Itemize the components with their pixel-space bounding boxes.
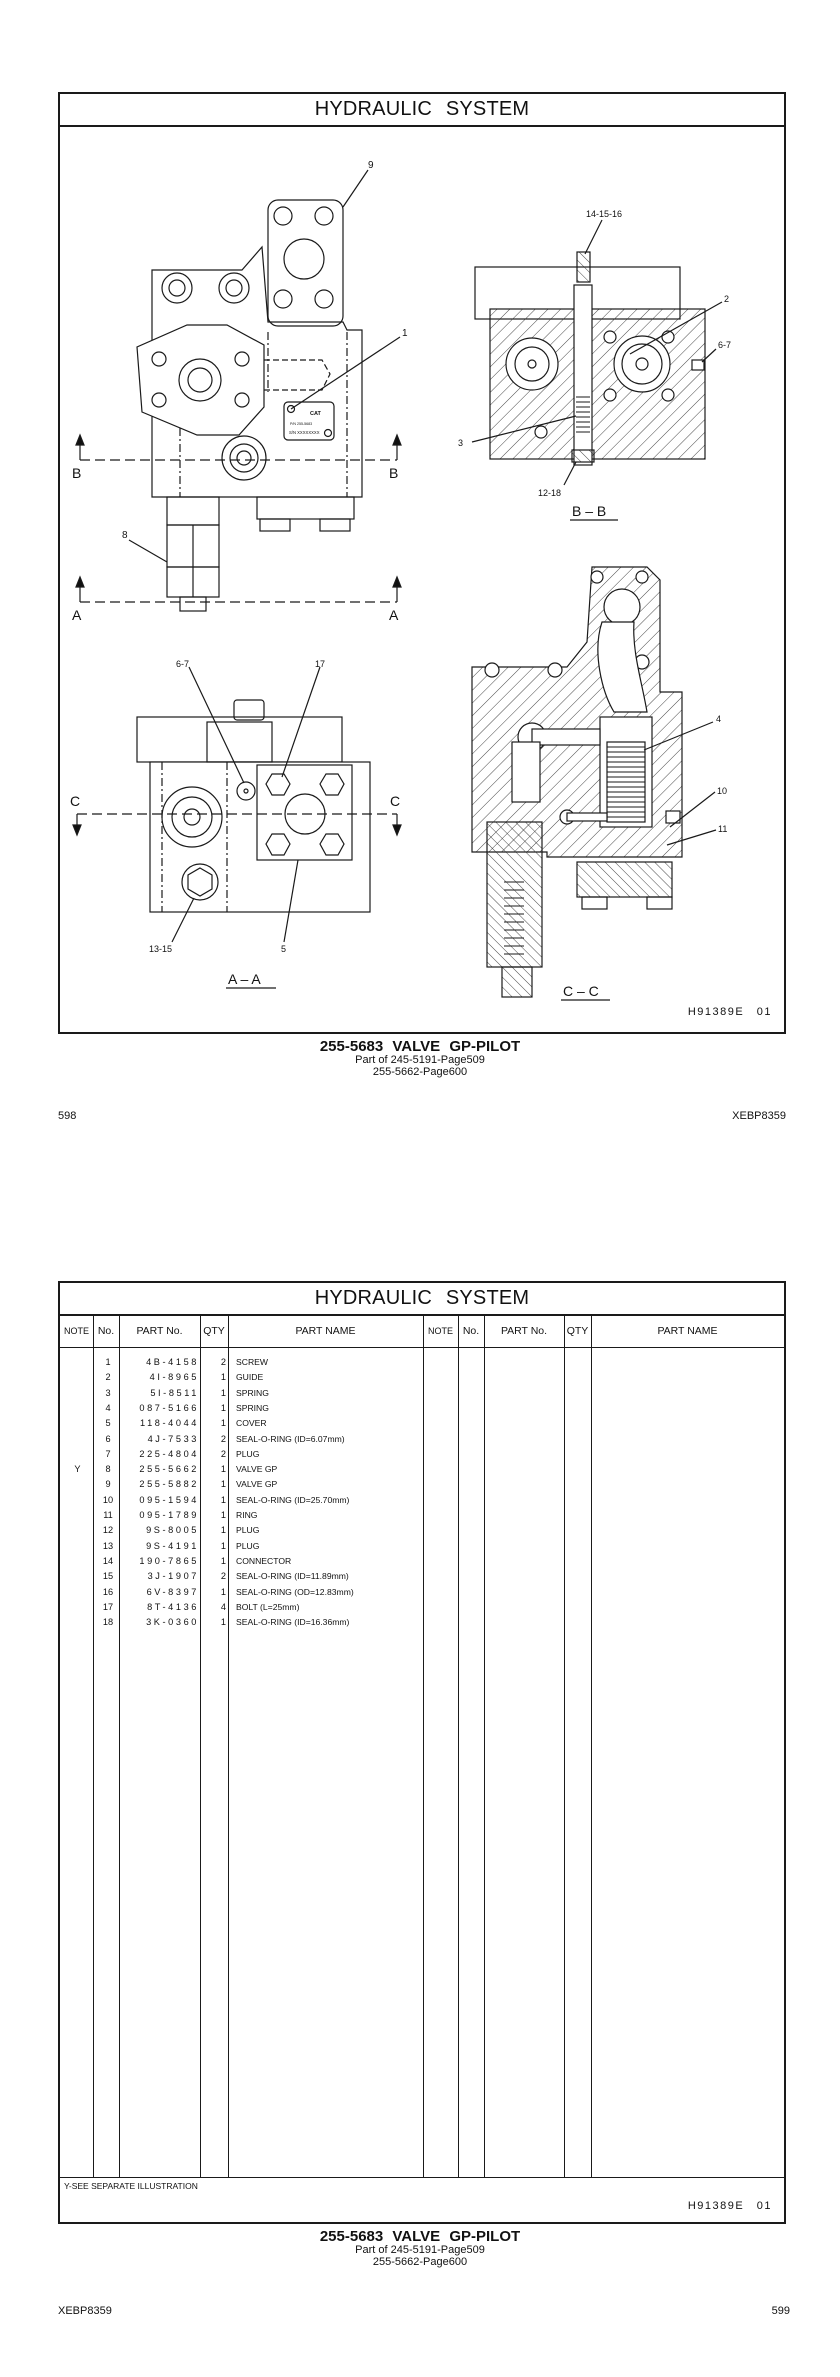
row-quantity: 1: [220, 1510, 226, 1520]
row-item-number: 14: [102, 1555, 114, 1566]
callout-13-15: 13-15: [149, 944, 173, 954]
row-item-number: 3: [105, 1387, 111, 1398]
table-row: [60, 1508, 423, 1523]
row-quantity: 1: [220, 1402, 226, 1413]
page-title: HYDRAULIC SYSTEM: [60, 94, 784, 127]
row-item-number: 12: [102, 1525, 114, 1536]
row-part-name: SPRING: [236, 1402, 269, 1413]
row-part-number: 087-5166: [139, 1402, 199, 1413]
row-item-number: 5: [105, 1418, 111, 1429]
callout-12-18: 12-18: [538, 488, 562, 498]
row-quantity: 1: [220, 1464, 226, 1475]
row-note: Y: [74, 1464, 81, 1475]
row-part-number: 6V-8397: [146, 1586, 199, 1597]
table-row: [60, 1539, 423, 1554]
row-quantity: 1: [220, 1418, 226, 1429]
row-part-number: 4B-4158: [146, 1357, 199, 1367]
callout-17: 17: [315, 659, 326, 669]
row-item-number: 4: [105, 1402, 111, 1413]
section-b-right: B: [389, 465, 399, 481]
row-part-name: VALVE GP: [236, 1479, 278, 1490]
col-header-part-name: PART NAME: [295, 1325, 356, 1337]
table-row: [60, 1355, 423, 1370]
parts-page-title: HYDRAULIC SYSTEM: [60, 1283, 784, 1316]
row-quantity: 1: [220, 1555, 226, 1566]
illustration-frame: [58, 92, 786, 1034]
row-part-name: VALVE GP: [236, 1464, 278, 1475]
section-a-right: A: [389, 607, 399, 623]
callout-10: 10: [717, 786, 728, 796]
parts-table-body: [60, 1355, 423, 1655]
section-a-left: A: [72, 607, 82, 623]
view-label-cc: C – C: [563, 983, 599, 999]
col-header-qty-2: QTY: [566, 1325, 589, 1337]
row-quantity: 1: [220, 1525, 226, 1536]
row-item-number: 16: [102, 1586, 114, 1597]
view-label-aa: A – A: [228, 971, 261, 987]
row-part-name: BOLT (L=25mm): [236, 1601, 300, 1612]
row-item-number: 9: [105, 1479, 111, 1490]
drawing-number: H91389E 01: [687, 1006, 772, 1018]
caption-reference-2: 255-5662-Page600: [372, 2256, 468, 2268]
row-part-name: COVER: [236, 1418, 267, 1429]
row-part-name: PLUG: [236, 1525, 260, 1536]
table-row: [60, 1462, 423, 1477]
row-part-number: 225-4804: [139, 1448, 199, 1459]
table-row: [60, 1493, 423, 1508]
row-quantity: 2: [220, 1433, 226, 1444]
row-part-number: 3J-1907: [147, 1571, 199, 1582]
callout-9: 9: [368, 160, 374, 171]
row-part-name: SPRING: [236, 1387, 269, 1398]
section-c-right: C: [390, 793, 401, 809]
caption-page-598: [0, 1039, 840, 1078]
callout-14-15-16: 14-15-16: [586, 209, 623, 219]
section-aa-view: [70, 659, 401, 988]
row-item-number: 18: [102, 1617, 114, 1628]
caption-part-of: Part of 245-5191-Page509: [355, 1054, 485, 1066]
col-header-part-no-2: PART No.: [500, 1325, 548, 1337]
row-part-number: 4I-8965: [149, 1372, 199, 1383]
row-part-name: RING: [236, 1510, 258, 1520]
col-header-note-2: NOTE: [427, 1326, 453, 1336]
row-quantity: 1: [220, 1617, 226, 1628]
section-cc-view: [472, 567, 727, 1000]
section-c-left: C: [70, 793, 81, 809]
nameplate-pn: P/N 255-5683: [290, 422, 313, 426]
view-label-bb: B – B: [572, 503, 607, 519]
callout-8: 8: [122, 530, 128, 541]
doc-code-top: XEBP8359: [732, 1110, 786, 1122]
table-row: [60, 1554, 423, 1569]
caption-part-of-2: Part of 245-5191-Page509: [355, 2244, 485, 2256]
table-row: [60, 1432, 423, 1447]
table-row: [60, 1401, 423, 1416]
row-quantity: 4: [220, 1601, 226, 1612]
row-item-number: 13: [102, 1540, 114, 1551]
caption-title: 255-5683 VALVE GP-PILOT: [319, 1038, 521, 1055]
col-header-note: NOTE: [63, 1326, 89, 1336]
footnote-divider: [60, 2177, 784, 2178]
callout-6-7-bb: 6-7: [718, 340, 732, 350]
row-part-number: 095-1594: [139, 1494, 199, 1505]
row-part-number: 5I-8511: [150, 1387, 199, 1398]
nameplate-brand: CAT: [310, 411, 321, 417]
row-part-name: PLUG: [236, 1448, 260, 1459]
row-part-number: 3K-0360: [146, 1617, 199, 1628]
row-item-number: 17: [102, 1601, 114, 1612]
row-part-number: 4J-7533: [147, 1433, 199, 1444]
row-item-number: 7: [105, 1448, 111, 1459]
callout-5: 5: [281, 944, 287, 954]
table-row: [60, 1569, 423, 1584]
callout-6-7-aa: 6-7: [176, 659, 190, 669]
row-quantity: 2: [220, 1571, 226, 1582]
table-row: [60, 1370, 423, 1385]
valve-illustration: [60, 127, 784, 1032]
row-part-name: PLUG: [236, 1540, 260, 1551]
row-item-number: 6: [105, 1433, 111, 1444]
row-quantity: 1: [220, 1372, 226, 1383]
col-header-no: No.: [97, 1325, 115, 1337]
doc-code-bottom: XEBP8359: [58, 2305, 112, 2317]
table-row: [60, 1416, 423, 1431]
page-number-598: 598: [58, 1110, 77, 1122]
table-row: [60, 1615, 423, 1630]
row-part-number: 9S-8005: [146, 1525, 199, 1536]
row-part-number: 255-5882: [139, 1479, 199, 1490]
table-row: [60, 1600, 423, 1615]
row-part-name: SEAL-O-RING (ID=16.36mm): [236, 1617, 350, 1628]
row-item-number: 2: [105, 1372, 111, 1383]
row-part-name: SEAL-O-RING (ID=25.70mm): [236, 1494, 350, 1505]
row-quantity: 2: [220, 1357, 226, 1367]
row-part-name: CONNECTOR: [236, 1555, 292, 1566]
col-header-part-name-2: PART NAME: [657, 1325, 718, 1337]
table-row: [60, 1447, 423, 1462]
page-number-599: 599: [771, 2305, 790, 2317]
row-quantity: 1: [220, 1586, 226, 1597]
caption-page-599: [0, 2229, 840, 2268]
row-part-number: 095-1789: [139, 1510, 199, 1520]
row-part-number: 8T-4136: [147, 1601, 199, 1612]
row-part-number: 118-4044: [140, 1418, 199, 1429]
row-part-name: SEAL-O-RING (ID=11.89mm): [236, 1571, 349, 1582]
callout-11: 11: [718, 824, 728, 834]
callout-2: 2: [724, 294, 730, 304]
table-row: [60, 1585, 423, 1600]
section-b-left: B: [72, 465, 82, 481]
caption-reference: 255-5662-Page600: [372, 1066, 468, 1078]
row-part-number: 9S-4191: [146, 1540, 199, 1551]
table-row: [60, 1523, 423, 1538]
row-quantity: 1: [220, 1494, 226, 1505]
row-quantity: 1: [220, 1479, 226, 1490]
parts-drawing-number: H91389E 01: [687, 2200, 772, 2212]
caption-title-2: 255-5683 VALVE GP-PILOT: [319, 2228, 521, 2245]
parts-list-frame: [58, 1281, 786, 2224]
row-part-number: 255-5662: [139, 1464, 199, 1475]
row-part-name: GUIDE: [236, 1372, 264, 1383]
row-item-number: 11: [103, 1510, 113, 1520]
row-part-name: SCREW: [236, 1357, 268, 1367]
col-header-part-no: PART No.: [136, 1325, 183, 1337]
row-item-number: 8: [105, 1464, 111, 1475]
col-header-no-2: No.: [462, 1325, 480, 1337]
section-bb-view: [458, 209, 731, 520]
col-header-qty: QTY: [203, 1325, 225, 1337]
table-row: [60, 1477, 423, 1492]
footnote: Y-SEE SEPARATE ILLUSTRATION: [64, 2181, 198, 2191]
row-quantity: 1: [220, 1387, 226, 1398]
port-flange: [137, 325, 264, 435]
row-part-number: 190-7865: [139, 1555, 199, 1566]
row-item-number: 15: [102, 1571, 114, 1582]
callout-3: 3: [458, 438, 464, 448]
table-row: [60, 1386, 423, 1401]
row-part-name: SEAL-O-RING (OD=12.83mm): [236, 1586, 354, 1597]
row-quantity: 1: [220, 1540, 226, 1551]
front-view: [72, 160, 408, 623]
row-item-number: 10: [102, 1494, 114, 1505]
nameplate-sn: S/N XXXXXXXX: [289, 430, 320, 435]
callout-1: 1: [402, 328, 408, 339]
callout-4: 4: [716, 714, 722, 724]
row-quantity: 2: [220, 1448, 226, 1459]
row-item-number: 1: [105, 1357, 111, 1367]
row-part-name: SEAL-O-RING (ID=6.07mm): [236, 1433, 345, 1444]
